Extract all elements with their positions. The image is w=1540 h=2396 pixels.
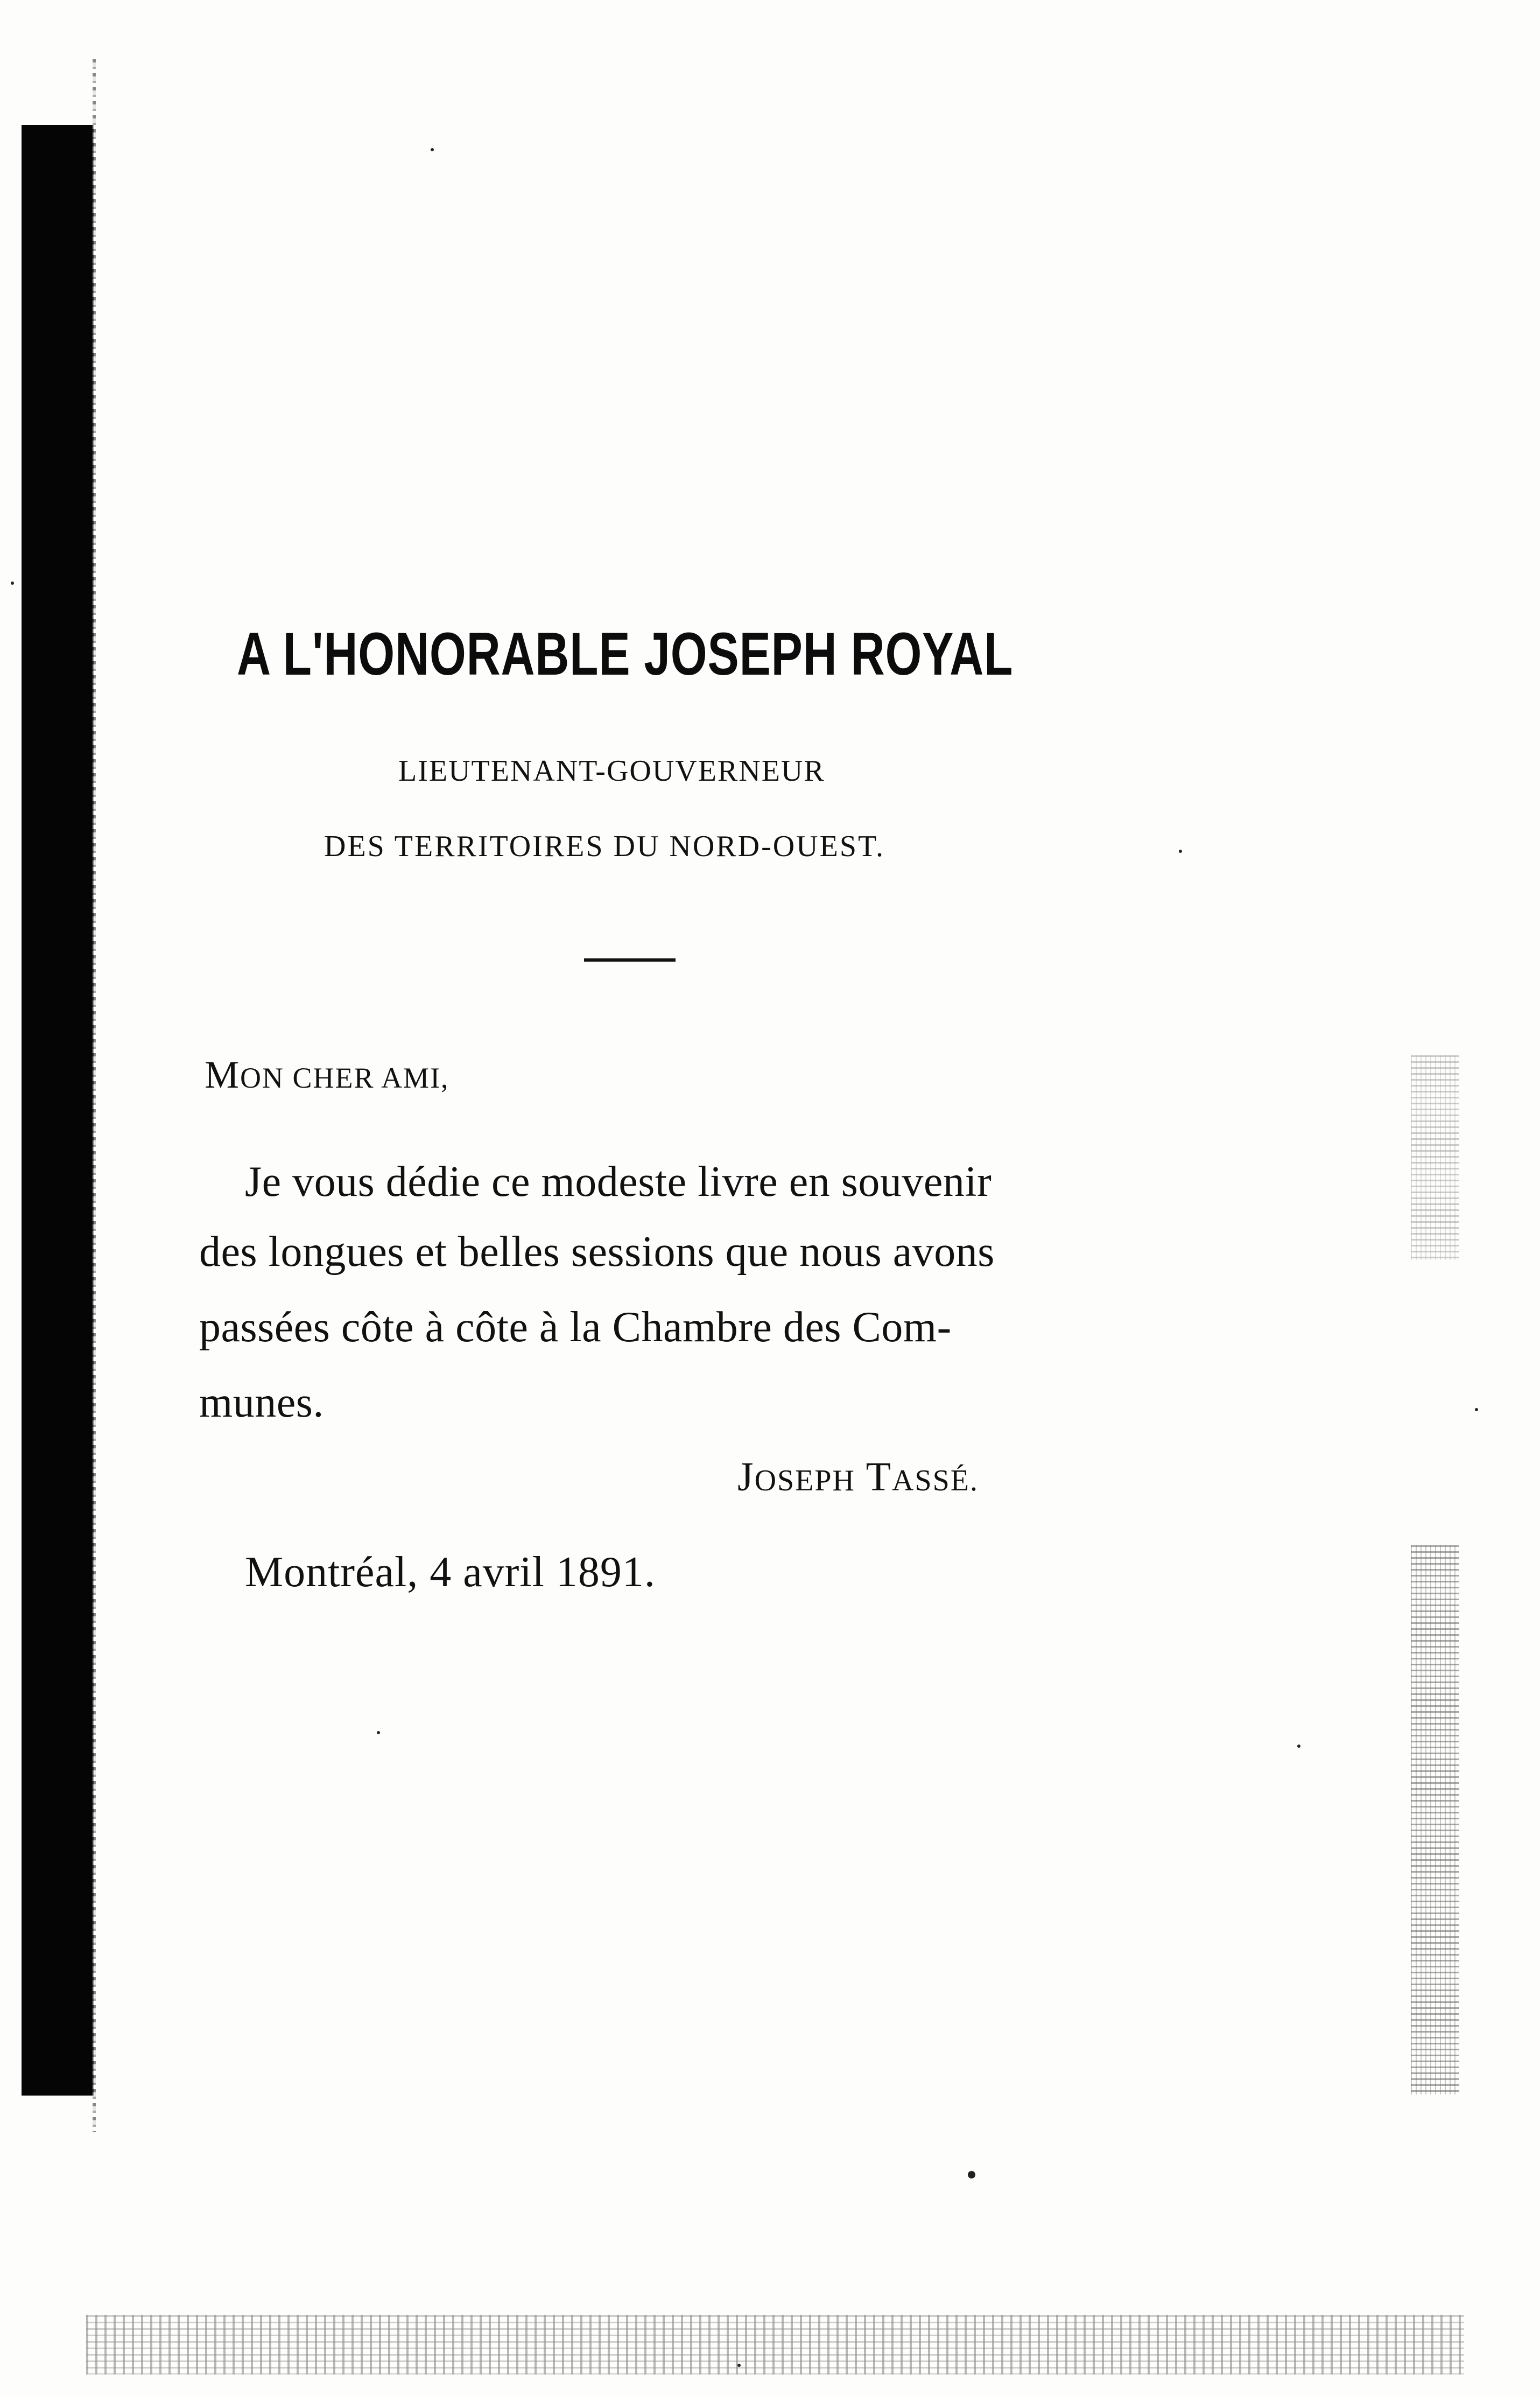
- signature-last-rest: ASSÉ.: [892, 1464, 979, 1497]
- salutation-initial: M: [205, 1053, 241, 1096]
- signature-last-initial: T: [866, 1454, 892, 1500]
- binding-shadow-strip: [22, 125, 94, 2096]
- letter-line-2: des longues et belles sessions que nous avons: [199, 1228, 995, 1276]
- place-and-date: Montréal, 4 avril 1891.: [245, 1549, 656, 1596]
- letter-line-3: passées côte à côte à la Chambre des Com-: [199, 1304, 952, 1351]
- scan-noise-bottom: [86, 2315, 1464, 2374]
- salutation: [205, 1053, 449, 1097]
- ink-speck: [377, 1731, 380, 1734]
- ink-speck: [737, 2364, 741, 2367]
- ink-speck: [1179, 850, 1182, 853]
- section-divider: [584, 958, 676, 962]
- signature-first-initial: J: [737, 1454, 755, 1500]
- ink-speck: [968, 2171, 975, 2178]
- scan-noise-right-upper: [1411, 1055, 1459, 1260]
- signature-first-rest: OSEPH: [754, 1464, 855, 1497]
- ink-speck: [1475, 1408, 1478, 1411]
- ink-speck: [1297, 1745, 1300, 1748]
- dedication-subtitle-line2: DES TERRITOIRES DU NORD-OUEST.: [324, 830, 885, 863]
- dedication-subtitle-line1: LIEUTENANT-GOUVERNEUR: [398, 754, 825, 788]
- ink-speck: [431, 148, 434, 151]
- ink-speck: [11, 582, 14, 585]
- signature: [737, 1454, 979, 1501]
- letter-line-1: Je vous dédie ce modeste livre en souvenir: [245, 1158, 992, 1206]
- page-edge-noise: [93, 59, 96, 2132]
- scan-noise-right: [1411, 1545, 1459, 2094]
- salutation-rest: ON CHER AMI,: [240, 1062, 449, 1094]
- dedication-title: A L'HONORABLE JOSEPH ROYAL: [237, 620, 1014, 688]
- letter-line-4: munes.: [199, 1379, 324, 1426]
